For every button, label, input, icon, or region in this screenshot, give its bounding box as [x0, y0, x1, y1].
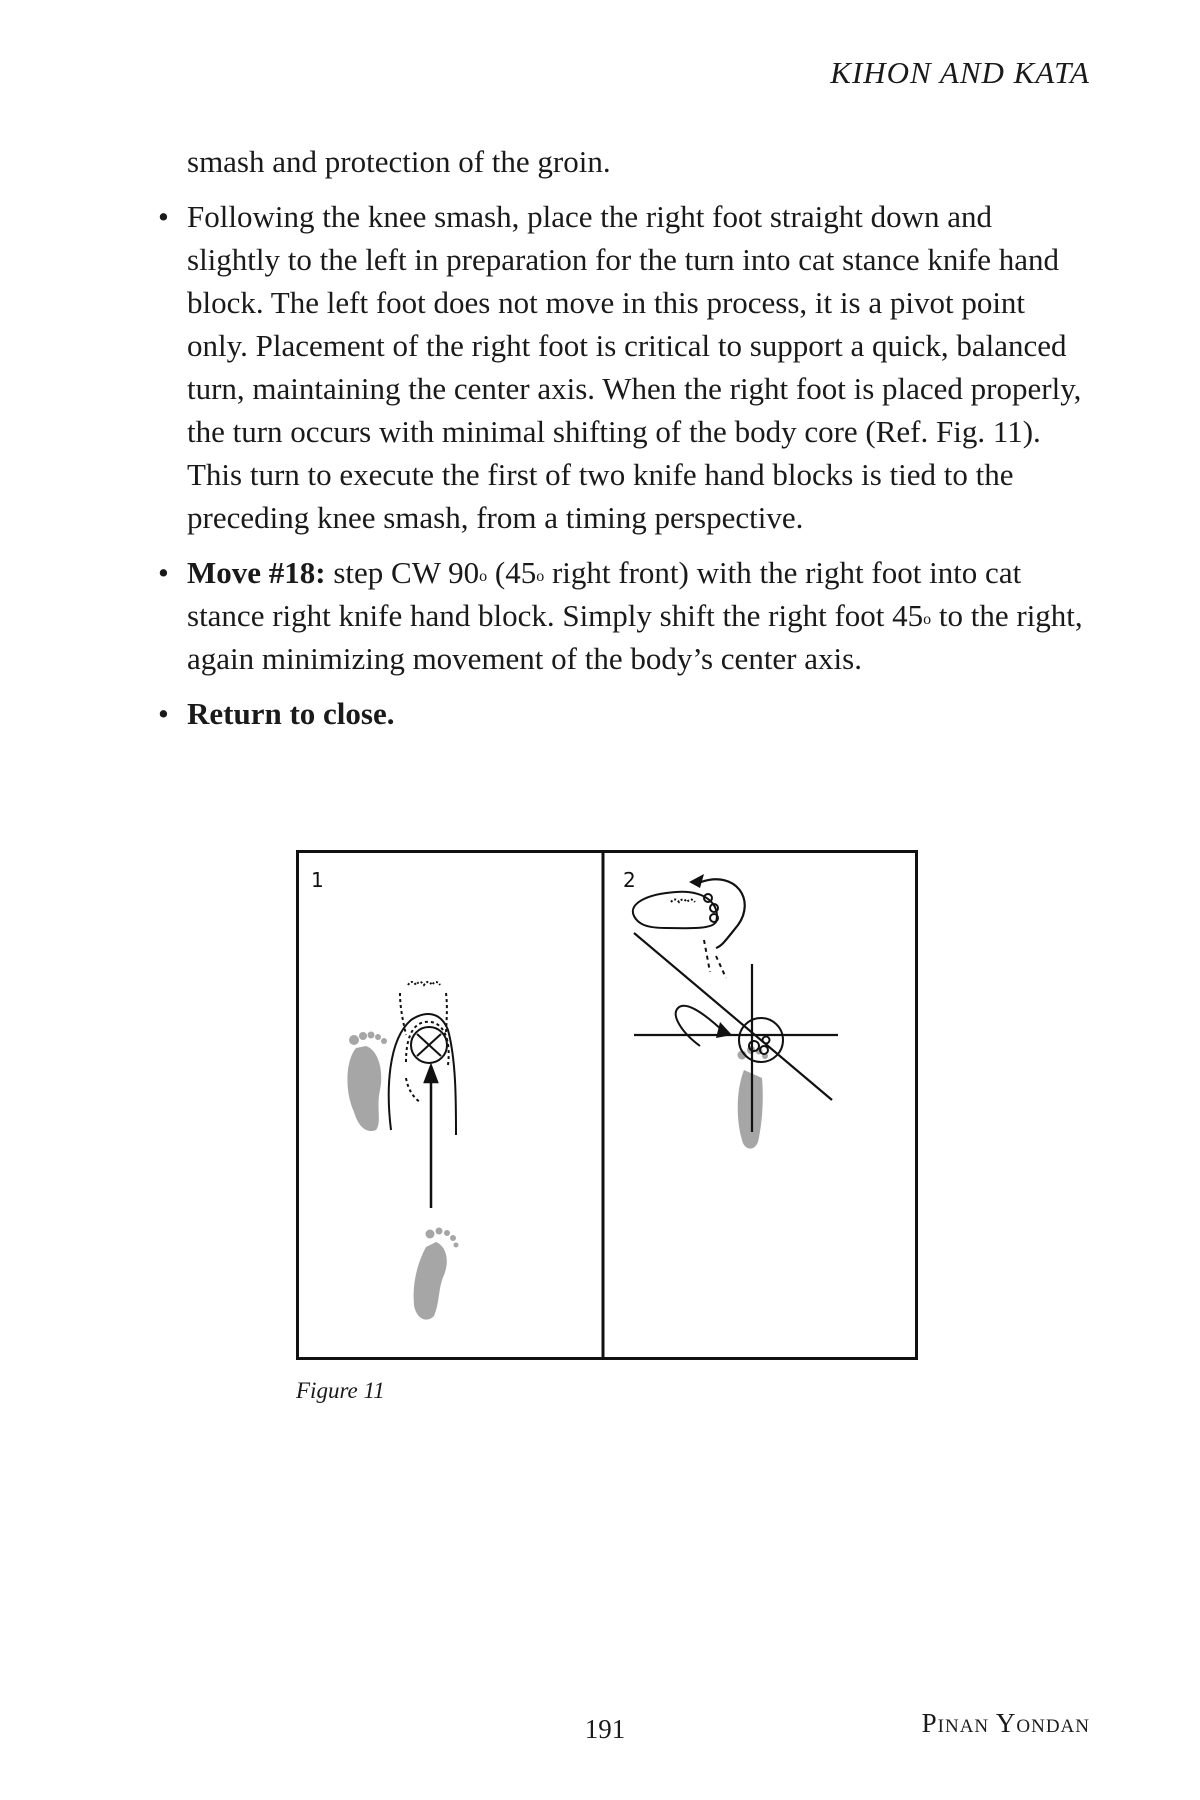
running-foot: Pinan Yondan [921, 1708, 1090, 1738]
bullet-item-return [155, 692, 1085, 735]
panel2-label: 2 [623, 868, 636, 892]
figure-caption: Figure 11 [296, 1378, 385, 1403]
right-foot-gray [414, 1228, 459, 1320]
move-label: Move #18: [187, 555, 326, 590]
degree-mark: o [923, 611, 932, 628]
move-text: step CW 90 [325, 555, 480, 590]
bullet-item-foot-placement [155, 195, 1085, 539]
footwork-diagram [296, 850, 918, 1360]
bullet-marker: • [158, 696, 169, 731]
running-head: KIHON AND KATA [830, 55, 1090, 90]
move-text: to the right, again minimizing movement of the body’s center axis. [187, 598, 1083, 676]
center-axis-lines [634, 933, 838, 1132]
return-text: Return to close. [187, 696, 395, 731]
turn-arrowhead [689, 874, 704, 888]
bullet-marker: • [158, 555, 169, 590]
bullet-text: Following the knee smash, place the right foot straight down and slightly to the left in preparation for the turn into cat stance knife hand block. The left foot does not move in this process, it is a pivot point only. Placement of the right foot is critical to support a quick, balanced turn, maintaining the center axis. When the right foot is placed properly, the turn occurs with minimal shifting of the body core (Ref. Fig. 11). This turn to execute the first of two knife hand blocks is tied to the preceding knee smash, from a timing perspective. [187, 199, 1082, 535]
foot-placement-outline [389, 982, 456, 1135]
panel1-label: 1 [311, 868, 324, 892]
left-foot-gray [347, 1032, 387, 1132]
body-text [155, 140, 1085, 747]
degree-mark: o [536, 568, 545, 585]
forward-arrow [425, 1066, 437, 1208]
continuation-paragraph: smash and protection of the groin. [187, 144, 611, 179]
figure-frame [298, 852, 917, 1359]
bullet-item-move-18 [155, 551, 1085, 680]
bullet-list [155, 195, 1085, 735]
move-text: right front) with the right foot into cat stance right knife hand block. Simply shift the right foot 45 [187, 555, 1022, 633]
move-text: (45 [487, 555, 537, 590]
figure-11 [296, 850, 918, 1360]
bullet-marker: • [158, 199, 169, 234]
degree-mark: o [479, 568, 488, 585]
page-number: 191 [584, 1714, 626, 1744]
